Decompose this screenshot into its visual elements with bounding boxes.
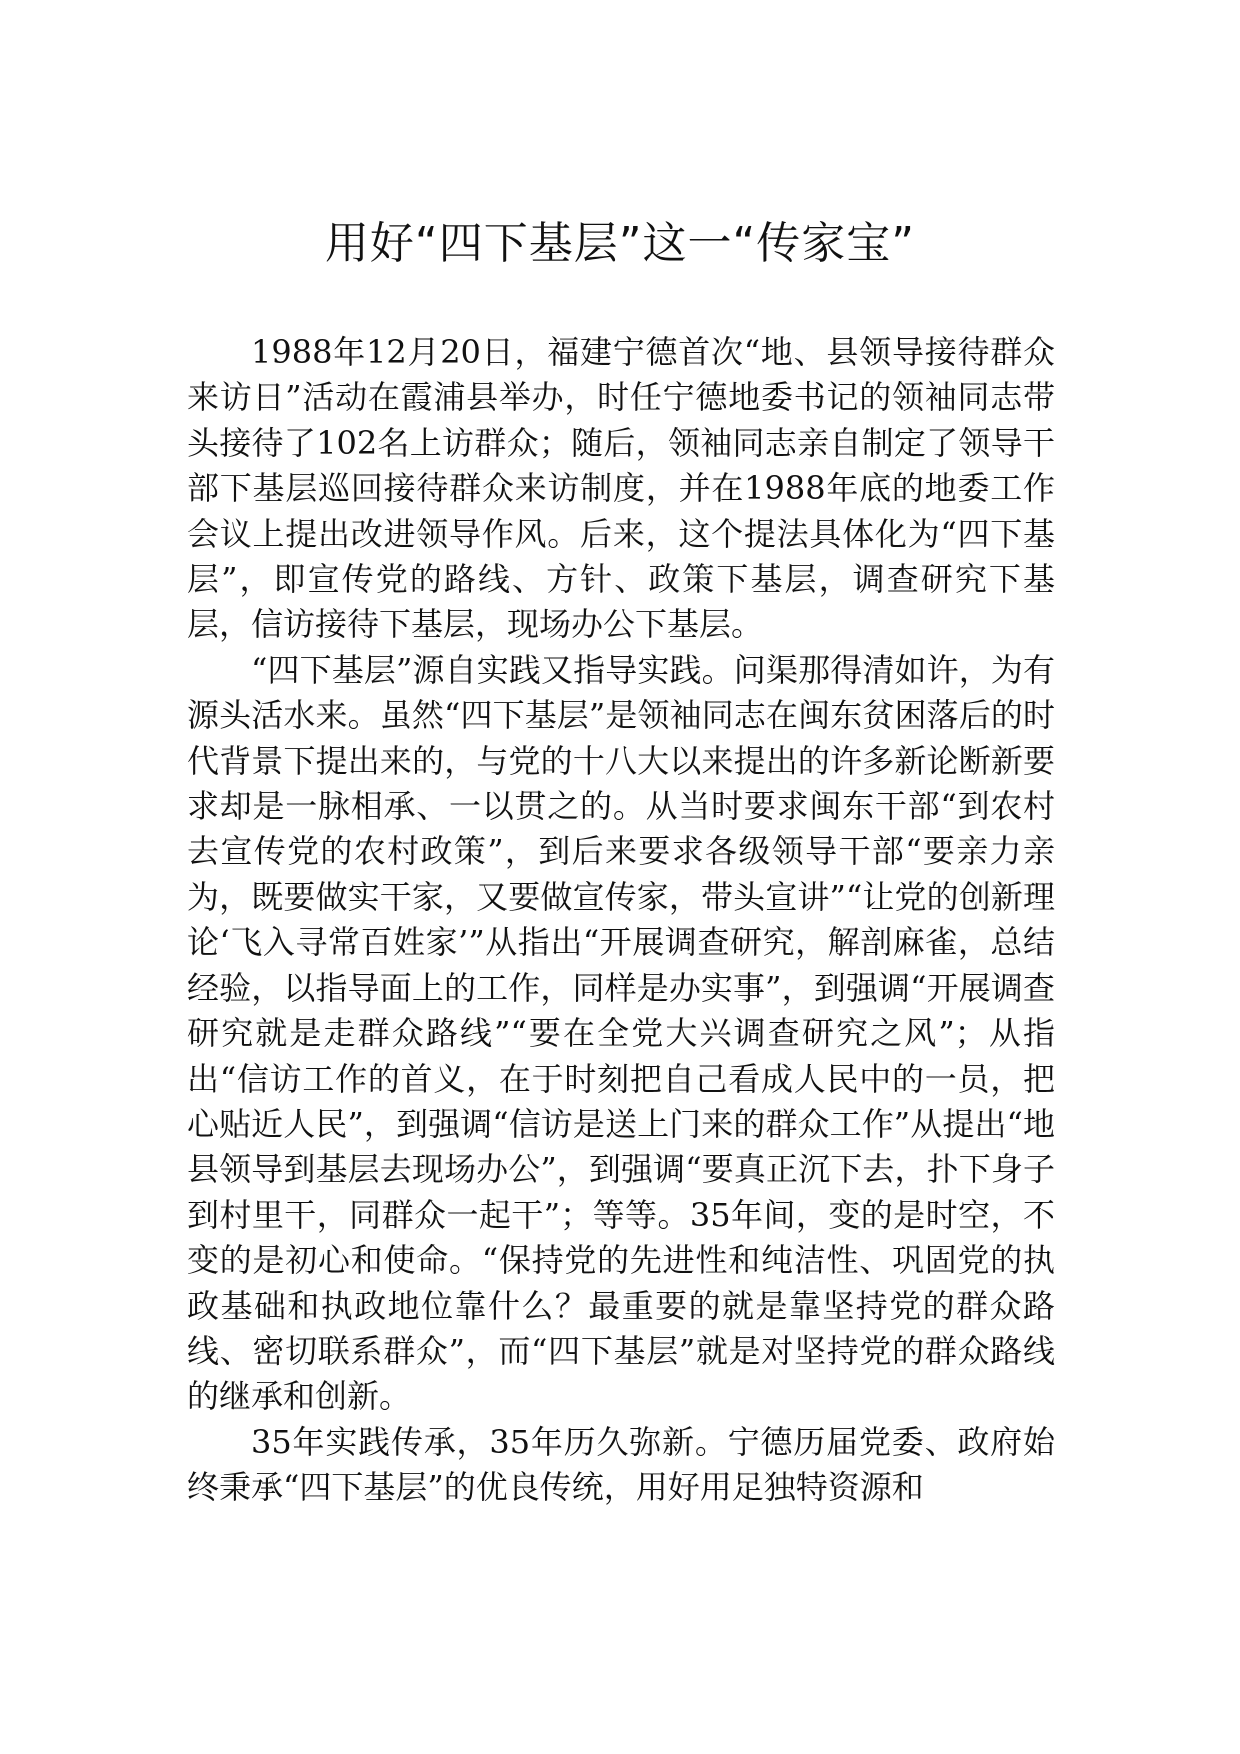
paragraph-1: 1988年12月20日，福建宁德首次“地、县领导接待群众来访日”活动在霞浦县举办，时任宁德地委书记的领袖同志带头接待了102名上访群众；随后，领袖同志亲自制定了领导干部下基层巡回接待群众来访制度，并在1988年底的地委工作会议上提出改进领导作风。后来，这个提法具体化为“四下基层”，即宣传党的路线、方针、政策下基层，调查研究下基层，信访接待下基层，现场办公下基层。: [187, 333, 1055, 644]
paragraph-2: “四下基层”源自实践又指导实践。问渠那得清如许，为有源头活水来。虽然“四下基层”是领袖同志在闽东贫困落后的时代背景下提出来的，与党的十八大以来提出的许多新论断新要求却是一脉相承、一以贯之的。从当时要求闽东干部“到农村去宣传党的农村政策”，到后来要求各级领导干部“要亲力亲为，既要做实干家，又要做宣传家，带头宣讲”“让党的创新理论‘飞入寻常百姓家’”从指出“开展调查研究，解剖麻雀，总结经验，以指导面上的工作，同样是办实事”，到强调“开展调查研究就是走群众路线”“要在全党大兴调查研究之风”；从指出“信访工作的首义，在于时刻把自己看成人民中的一员，把心贴近人民”，到强调“信访是送上门来的群众工作”从提出“地县领导到基层去现场办公”，到强调“要真正沉下去，扑下身子到村里干，同群众一起干”；等等。35年间，变的是时空，不变的是初心和使命。“保持党的先进性和纯洁性、巩固党的执政基础和执政地位靠什么？最重要的就是靠坚持党的群众路线、密切联系群众”，而“四下基层”就是对坚持党的群众路线的继承和创新。: [187, 650, 1055, 1416]
document-body: [187, 330, 1055, 1511]
paragraph-3: 35年实践传承，35年历久弥新。宁德历届党委、政府始终秉承“四下基层”的优良传统，用好用足独特资源和: [187, 1422, 1055, 1507]
document-title: 用好“四下基层”这一“传家宝”: [324, 218, 916, 269]
